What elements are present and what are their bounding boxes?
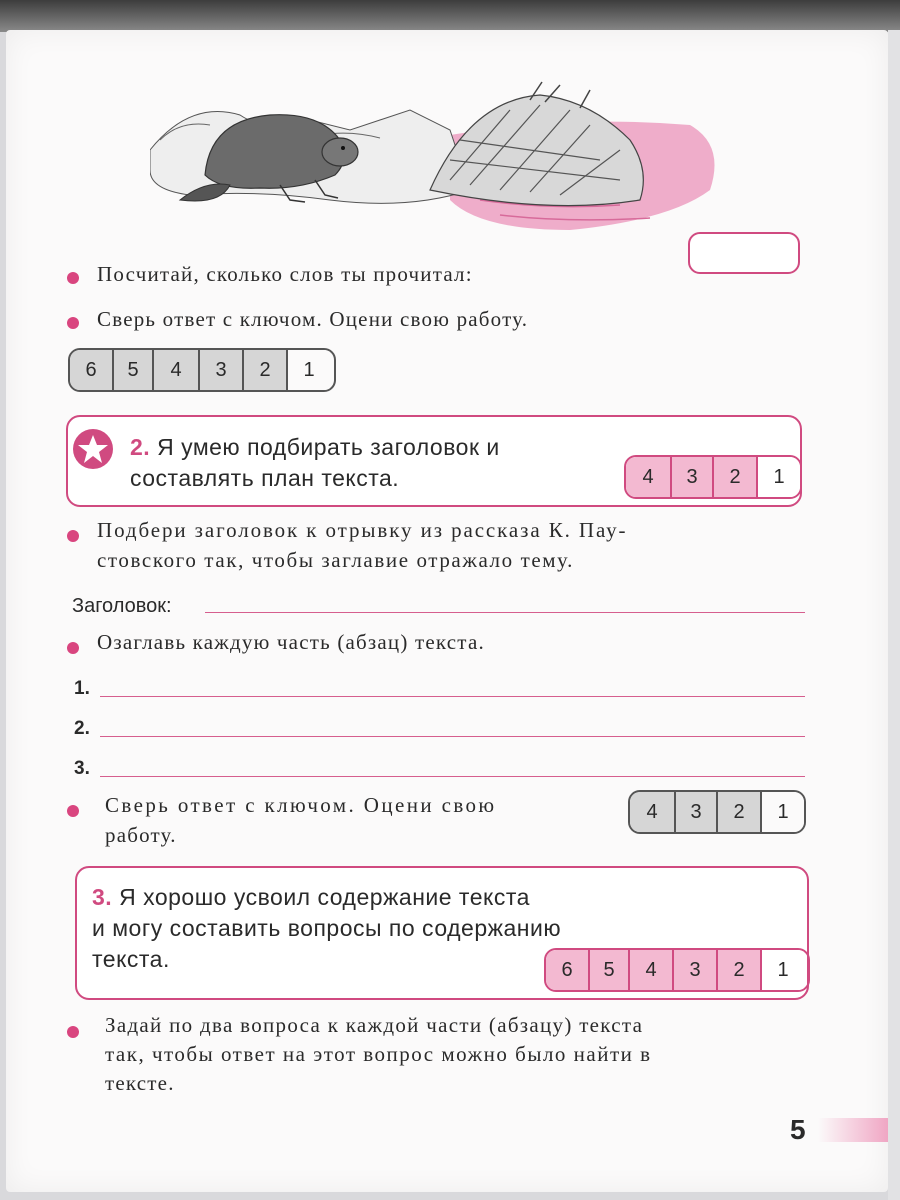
page-number-bar xyxy=(818,1118,888,1142)
title-answer-line[interactable] xyxy=(205,612,805,613)
self-rating-scale-1 xyxy=(68,348,336,392)
rating-option[interactable]: 3 xyxy=(200,350,244,390)
title-label: Заголовок: xyxy=(72,595,172,617)
rating-option[interactable]: 2 xyxy=(714,457,758,497)
self-rating-scale-4 xyxy=(544,948,810,992)
skill-3-line-3: текста. xyxy=(92,946,170,972)
rating-option[interactable]: 3 xyxy=(676,792,718,832)
choose-title-line-2: стовского так, чтобы заглавие отражало тему. xyxy=(97,548,575,572)
rating-option[interactable]: 6 xyxy=(70,350,114,390)
skill-3-number: 3. xyxy=(92,884,113,910)
bullet-icon xyxy=(67,530,79,542)
name-parts-instruction: Озаглавь каждую часть (абзац) текста. xyxy=(97,630,485,654)
skill-3-line-1: Я хорошо усвоил содержание текста xyxy=(119,884,530,910)
bullet-icon xyxy=(67,317,79,329)
rating-option[interactable]: 1 xyxy=(762,792,804,832)
questions-instruction-line-1: Задай по два вопроса к каждой части (абзацу) текста xyxy=(105,1013,644,1037)
scan-edge-right xyxy=(888,30,900,1200)
plan-answer-line-1[interactable] xyxy=(100,696,805,697)
check-key-instruction: Сверь ответ с ключом. Оцени свою работу. xyxy=(97,307,529,331)
star-icon xyxy=(72,428,114,470)
rating-option[interactable]: 3 xyxy=(672,457,714,497)
beaver-illustration xyxy=(150,80,730,240)
scan-edge-top xyxy=(0,0,900,32)
rating-option[interactable]: 4 xyxy=(630,792,676,832)
rating-option[interactable]: 6 xyxy=(546,950,590,990)
plan-answer-line-2[interactable] xyxy=(100,736,805,737)
bullet-icon xyxy=(67,805,79,817)
rating-option[interactable]: 5 xyxy=(114,350,154,390)
rating-option[interactable]: 4 xyxy=(630,950,674,990)
plan-item-number: 3. xyxy=(74,758,90,779)
skill-2-line-1: Я умею подбирать заголовок и xyxy=(157,434,500,460)
rating-option[interactable]: 3 xyxy=(674,950,718,990)
check-key-line-1: Сверь ответ с ключом. Оцени свою xyxy=(105,793,497,817)
questions-instruction-line-3: тексте. xyxy=(105,1071,175,1095)
skill-3-line-2: и могу составить вопросы по содержанию xyxy=(92,915,562,941)
rating-option[interactable]: 1 xyxy=(762,950,804,990)
bullet-icon xyxy=(67,642,79,654)
rating-option[interactable]: 4 xyxy=(154,350,200,390)
rating-option[interactable]: 4 xyxy=(626,457,672,497)
self-rating-scale-2 xyxy=(624,455,802,499)
rating-option[interactable]: 2 xyxy=(718,792,762,832)
rating-option[interactable]: 2 xyxy=(244,350,288,390)
rating-option[interactable]: 1 xyxy=(288,350,330,390)
skill-2-line-2: составлять план текста. xyxy=(130,465,400,491)
plan-item-number: 2. xyxy=(74,718,90,739)
skill-2-text xyxy=(130,432,500,494)
questions-instruction-line-2: так, чтобы ответ на этот вопрос можно было найти в xyxy=(105,1042,652,1066)
page-number: 5 xyxy=(790,1114,806,1145)
rating-option[interactable]: 2 xyxy=(718,950,762,990)
beaver-lodge xyxy=(430,82,643,206)
rating-option[interactable]: 1 xyxy=(758,457,800,497)
self-rating-scale-3 xyxy=(628,790,806,834)
skill-2-number: 2. xyxy=(130,434,151,460)
bullet-icon xyxy=(67,272,79,284)
choose-title-line-1: Подбери заголовок к отрывку из рассказа К. Пау- xyxy=(97,518,628,542)
bullet-icon xyxy=(67,1026,79,1038)
count-words-instruction: Посчитай, сколько слов ты прочитал: xyxy=(97,262,473,286)
plan-answer-line-3[interactable] xyxy=(100,776,805,777)
check-key-line-2: работу. xyxy=(105,823,177,847)
skill-3-text xyxy=(92,882,561,975)
rating-option[interactable]: 5 xyxy=(590,950,630,990)
word-count-answer-box[interactable] xyxy=(688,232,800,274)
plan-item-number: 1. xyxy=(74,678,90,699)
